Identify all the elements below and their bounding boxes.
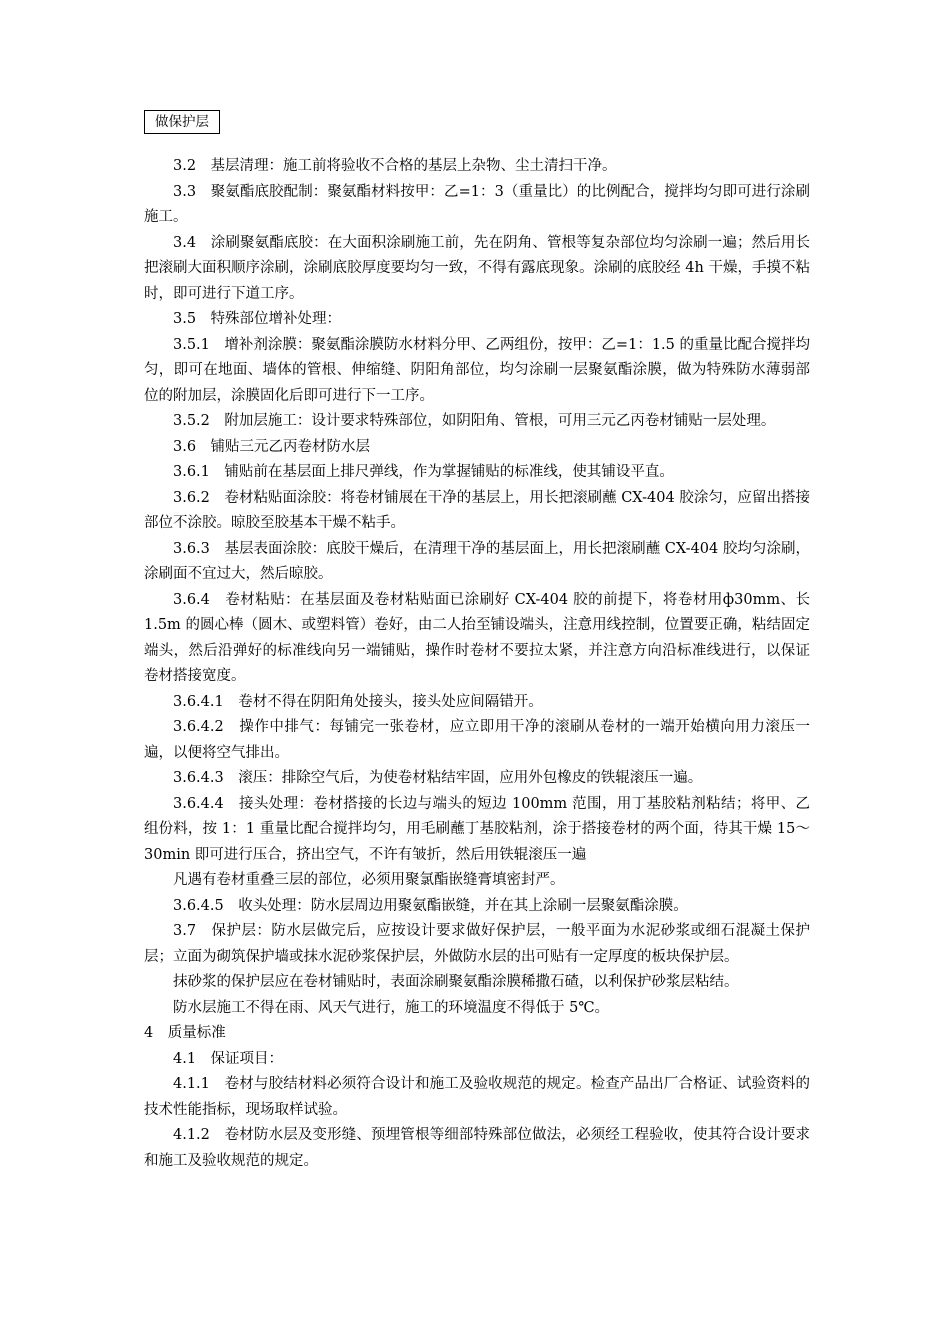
paragraph: 防水层施工不得在雨、风天气进行，施工的环境温度不得低于 5℃。 <box>173 999 610 1016</box>
paragraph: 3.6.2 卷材粘贴面涂胶：将卷材铺展在干净的基层上，用长把滚刷蘸 CX-404 胶涂匀，应留出搭接部位不涂胶。晾胶至胶基本干燥不粘手。 <box>144 489 810 531</box>
document-page <box>144 110 810 1174</box>
paragraph: 4.1.2 卷材防水层及变形缝、预埋管根等细部特殊部位做法，必须经工程验收，使其符合设计要求和施工及验收规范的规定。 <box>144 1127 810 1169</box>
paragraph: 3.6.4.2 操作中排气：每铺完一张卷材，应立即用干净的滚刷从卷材的一端开始横向用力滚压一遍，以便将空气排出。 <box>144 719 810 761</box>
paragraph: 3.6.3 基层表面涂胶：底胶干燥后，在清理干净的基层面上，用长把滚刷蘸 CX-404 胶均匀涂刷，涂刷面不宜过大，然后晾胶。 <box>144 540 810 582</box>
paragraph: 4.1 保证项目： <box>173 1050 284 1067</box>
paragraph: 3.3 聚氨酯底胶配制：聚氨酯材料按甲：乙=1：3（重量比）的比例配合，搅拌均匀即可进行涂刷施工。 <box>144 183 810 225</box>
boxed-label: 做保护层 <box>144 110 220 134</box>
paragraph: 3.5.1 增补剂涂膜：聚氨酯涂膜防水材料分甲、乙两组份，按甲：乙=1：1.5 的重量比配合搅拌均匀，即可在地面、墙体的管根、伸缩缝、阴阳角部位，均匀涂刷一层聚氨酯涂膜，做为特殊防水薄弱部位的附加层，涂膜固化后即可进行下一工序。 <box>144 336 810 404</box>
paragraph: 3.4 涂刷聚氨酯底胶：在大面积涂刷施工前，先在阴角、管根等复杂部位均匀涂刷一遍；然后用长把滚刷大面积顺序涂刷，涂刷底胶厚度要均匀一致，不得有露底现象。涂刷的底胶经 4h 干燥，手摸不粘时，即可进行下道工序。 <box>144 234 810 302</box>
document-body <box>144 154 810 1174</box>
paragraph: 3.2 基层清理：施工前将验收不合格的基层上杂物、尘土清扫干净。 <box>173 158 617 174</box>
paragraph: 3.5 特殊部位增补处理： <box>173 311 342 327</box>
section-heading: 4 质量标准 <box>144 1025 226 1041</box>
paragraph: 4.1.1 卷材与胶结材料必须符合设计和施工及验收规范的规定。检查产品出厂合格证、试验资料的技术性能指标，现场取样试验。 <box>144 1076 810 1118</box>
paragraph: 3.7 保护层：防水层做完后，应按设计要求做好保护层，一般平面为水泥砂浆或细石混凝土保护层；立面为砌筑保护墙或抹水泥砂浆保护层，外做防水层的出可贴有一定厚度的板块保护层。 <box>144 923 810 965</box>
paragraph: 3.5.2 附加层施工：设计要求特殊部位，如阴阳角、管根，可用三元乙丙卷材铺贴一层处理。 <box>173 413 776 429</box>
paragraph: 3.6 铺贴三元乙丙卷材防水层 <box>173 438 371 455</box>
paragraph: 3.6.4.3 滚压：排除空气后，为使卷材粘结牢固，应用外包橡皮的铁辊滚压一遍。 <box>173 770 703 786</box>
paragraph: 3.6.4.5 收头处理：防水层周边用聚氨酯嵌缝，并在其上涂刷一层聚氨酯涂膜。 <box>173 897 688 914</box>
paragraph: 3.6.4.1 卷材不得在阴阳角处接头，接头处应间隔错开。 <box>173 693 543 710</box>
paragraph: 3.6.4.4 接头处理：卷材搭接的长边与端头的短边 100mm 范围，用丁基胶粘剂粘结；将甲、乙组份料，按 1：1 重量比配合搅拌均匀，用毛刷蘸丁基胶粘剂，涂于搭接卷材的两个面，待其干燥 15～30min 即可进行压合，挤出空气，不许有皱折，然后用铁辊滚压一遍 <box>144 795 810 863</box>
paragraph: 3.6.4 卷材粘贴：在基层面及卷材粘贴面已涂刷好 CX-404 胶的前提下，将卷材用ф30mm、长 1.5m 的圆心棒（圆木、或塑料管）卷好，由二人抬至铺设端头，注意用线控制，位置要正确，粘结固定端头，然后沿弹好的标准线向另一端铺贴，操作时卷材不要拉太紧，并注意方向沿标准线进行，以保证卷材搭接宽度。 <box>144 591 810 684</box>
paragraph: 3.6.1 铺贴前在基层面上排尺弹线，作为掌握铺贴的标准线，使其铺设平直。 <box>173 464 674 480</box>
paragraph: 抹砂浆的保护层应在卷材铺贴时，表面涂刷聚氨酯涂膜稀撒石碴，以利保护砂浆层粘结。 <box>173 974 739 990</box>
paragraph: 凡遇有卷材重叠三层的部位，必须用聚氯酯嵌缝膏填密封严。 <box>173 872 565 888</box>
